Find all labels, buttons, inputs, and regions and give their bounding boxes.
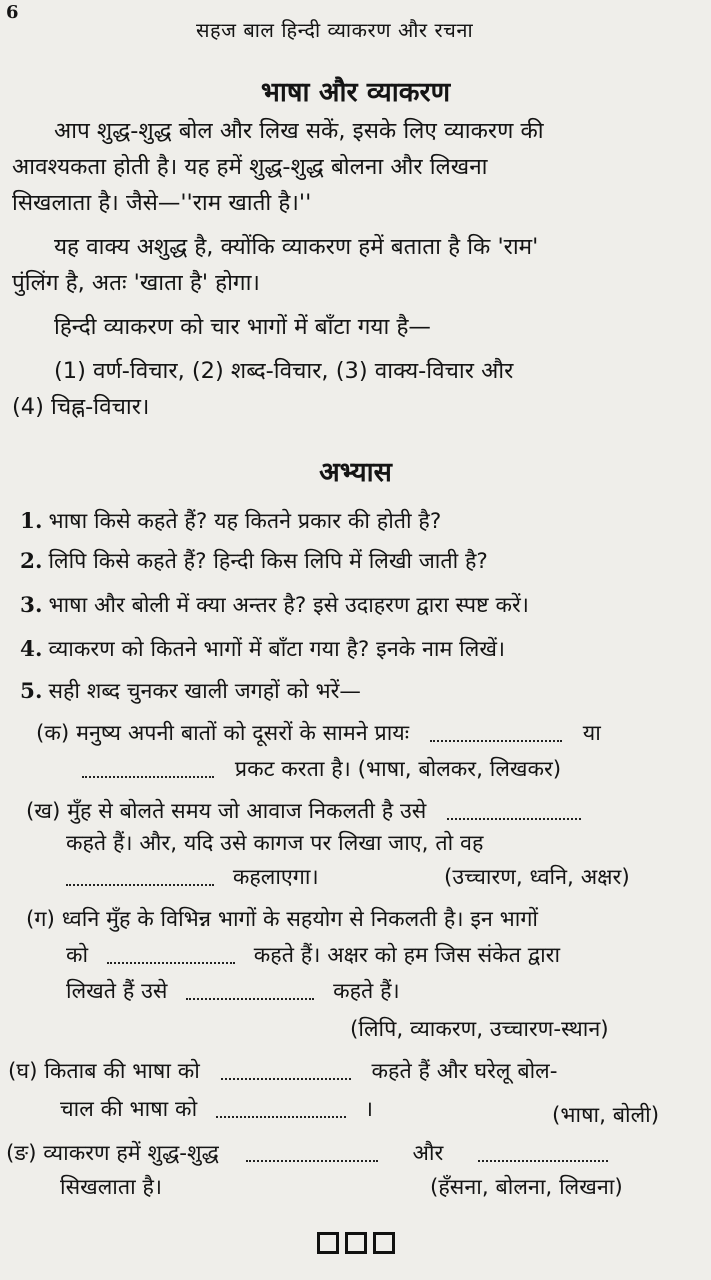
blank-ga-line3 <box>66 976 400 1005</box>
blank-ka-end: या <box>582 721 601 746</box>
blank-line <box>186 984 314 1000</box>
square-icon <box>373 1232 395 1254</box>
blank-gha-options: (भाषा, बोली) <box>552 1103 660 1128</box>
blank-kha-line2: कहते हैं। और, यदि उसे कागज पर लिखा जाए, तो वह <box>66 831 484 856</box>
question-text: भाषा और बोली में क्या अन्तर है? इसे उदाहरण द्वारा स्पष्ट करें। <box>48 593 529 618</box>
blank-gha-line2 <box>60 1094 373 1123</box>
intro-p1-line1: आप शुद्ध-शुद्ध बोल और लिख सकें, इसके लिए व्याकरण की <box>54 118 544 144</box>
blank-kha-text: (ख) मुँह से बोलते समय जो आवाज निकलती है उसे <box>26 799 427 824</box>
blank-ga-options: (लिपि, व्याकरण, उच्चारण-स्थान) <box>350 1017 609 1042</box>
blank-kha-line3 <box>66 862 319 891</box>
question-number: 3. <box>20 593 43 618</box>
question-text: लिपि किसे कहते हैं? हिन्दी किस लिपि में लिखी जाती है? <box>48 549 488 574</box>
blank-line <box>447 804 581 820</box>
blank-line <box>66 870 214 886</box>
blank-line <box>216 1102 346 1118</box>
blank-ga-text3b: कहते हैं। <box>333 979 400 1004</box>
question-number: 2. <box>20 549 43 574</box>
question-text: सही शब्द चुनकर खाली जगहों को भरें— <box>48 679 361 704</box>
question-text: व्याकरण को कितने भागों में बाँटा गया है? इनके नाम लिखें। <box>48 637 506 662</box>
intro-p3-line1: हिन्दी व्याकरण को चार भागों में बाँटा गया है— <box>54 314 431 340</box>
blank-gha-text1b: कहते हैं और घरेलू बोल- <box>371 1059 558 1084</box>
blank-ka-line1 <box>36 718 601 747</box>
running-header: सहज बाल हिन्दी व्याकरण और रचना <box>196 18 474 42</box>
blank-kha-text3: कहलाएगा। <box>232 865 319 890</box>
blank-gha-text2a: चाल की भाषा को <box>60 1097 198 1122</box>
intro-p1-line3: सिखलाता है। जैसे—''राम खाती है।'' <box>12 190 312 216</box>
blank-ka-text: (क) मनुष्य अपनी बातों को दूसरों के सामने प्रायः <box>36 721 410 746</box>
intro-p4-line1: (1) वर्ण-विचार, (2) शब्द-विचार, (3) वाक्य-विचार और <box>54 358 514 384</box>
blank-nga-text: (ङ) व्याकरण हमें शुद्ध-शुद्ध <box>6 1141 219 1166</box>
question-number: 5. <box>20 679 43 704</box>
exercise-title: अभ्यास <box>319 457 392 488</box>
blank-ga-text2b: कहते हैं। अक्षर को हम जिस संकेत द्वारा <box>253 943 561 968</box>
blank-ka-line2 <box>82 754 561 783</box>
section-title: भाषा और व्याकरण <box>260 77 451 108</box>
question-2 <box>20 546 488 575</box>
blank-line <box>221 1064 351 1080</box>
blank-ga-line2 <box>66 940 560 969</box>
blank-line <box>82 762 214 778</box>
square-icon <box>317 1232 339 1254</box>
intro-p2-line1: यह वाक्य अशुद्ध है, क्योंकि व्याकरण हमें बताता है कि 'राम' <box>54 234 539 260</box>
blank-line <box>478 1146 608 1162</box>
question-text: भाषा किसे कहते हैं? यह कितने प्रकार की होती है? <box>48 509 442 534</box>
question-5 <box>20 676 361 705</box>
question-4 <box>20 634 505 663</box>
blank-line <box>107 948 235 964</box>
blank-nga-options: (हँसना, बोलना, लिखना) <box>430 1175 623 1200</box>
end-of-section-marker <box>0 1232 711 1258</box>
blank-kha-line1 <box>26 796 581 825</box>
intro-p2-line2: पुंलिंग है, अतः 'खाता है' होगा। <box>12 270 260 296</box>
page-number: 6 <box>6 2 19 23</box>
blank-ga-text2a: को <box>66 943 89 968</box>
blank-gha-text2b: । <box>364 1097 373 1122</box>
question-3 <box>20 590 529 619</box>
blank-nga-line1 <box>6 1138 608 1167</box>
blank-kha-options: (उच्चारण, ध्वनि, अक्षर) <box>444 865 630 890</box>
blank-nga-text1b: और <box>412 1141 444 1166</box>
blank-nga-line2: सिखलाता है। <box>60 1175 163 1200</box>
question-1 <box>20 506 441 535</box>
intro-p4-line2: (4) चिह्न-विचार। <box>12 394 150 420</box>
blank-line <box>430 726 562 742</box>
question-number: 1. <box>20 509 43 534</box>
blank-gha-line1 <box>8 1056 558 1085</box>
blank-gha-text: (घ) किताब की भाषा को <box>8 1059 200 1084</box>
blank-line <box>246 1146 378 1162</box>
intro-p1-line2: आवश्यकता होती है। यह हमें शुद्ध-शुद्ध बोलना और लिखना <box>12 154 488 180</box>
square-icon <box>345 1232 367 1254</box>
blank-ga-text3a: लिखते हैं उसे <box>66 979 168 1004</box>
question-number: 4. <box>20 637 43 662</box>
blank-ka-text2: प्रकट करता है। (भाषा, बोलकर, लिखकर) <box>234 757 562 782</box>
blank-ga-line1: (ग) ध्वनि मुँह के विभिन्न भागों के सहयोग से निकलती है। इन भागों <box>26 907 538 932</box>
